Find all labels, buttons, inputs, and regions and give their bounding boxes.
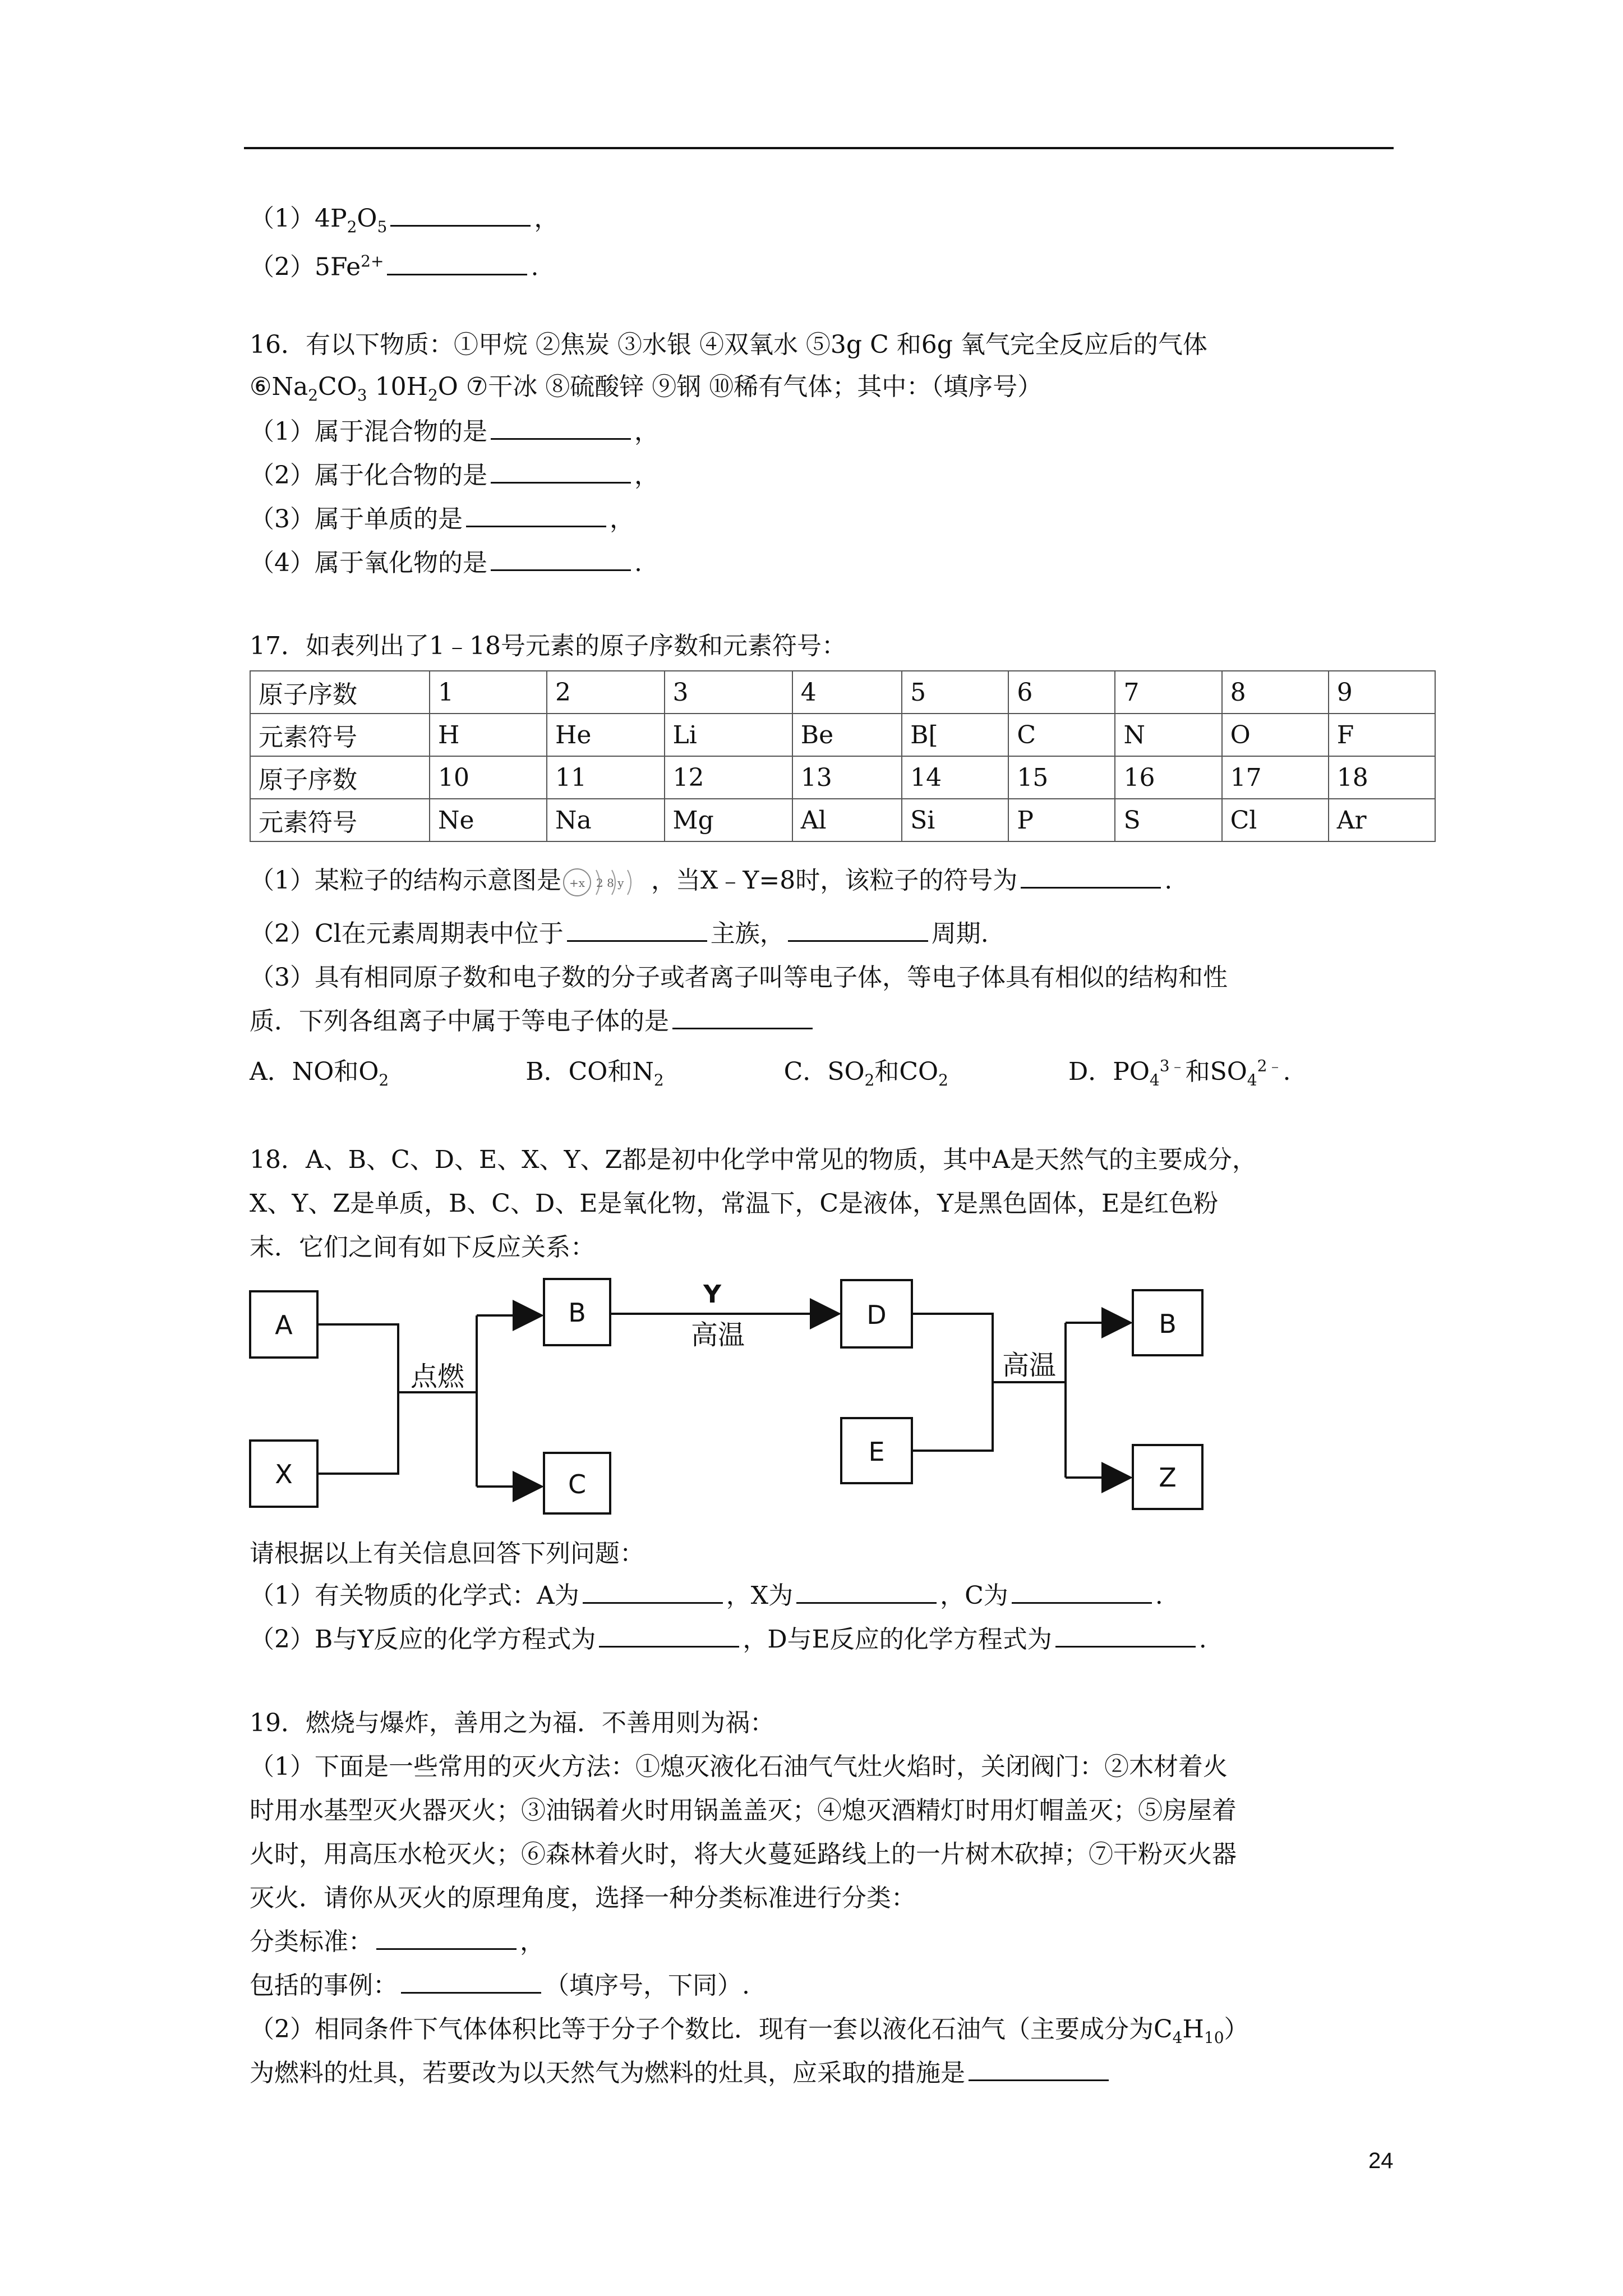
answer-blank[interactable] <box>491 547 631 571</box>
q19-line-3: 时用水基型灭火器灭火；③油锅着火时用锅盖盖灭；④熄灭酒精灯时用灯帽盖灭；⑤房屋着 <box>250 1796 1237 1825</box>
q16-part-1: （1）属于混合物的是 ， <box>250 415 659 449</box>
q17-title: 17．如表列出了1﹣18号元素的原子序数和元素符号： <box>250 632 846 660</box>
q19-line-5: 灭火．请你从灭火的原理角度，选择一种分类标准进行分类： <box>250 1884 916 1912</box>
table-cell: C <box>1008 714 1115 756</box>
label-Z: Z <box>1159 1462 1177 1493</box>
table-row-header: 原子序数 <box>250 671 430 714</box>
table-cell: Al <box>792 799 902 841</box>
answer-blank[interactable] <box>401 1970 541 1994</box>
table-row-header: 原子序数 <box>250 756 430 799</box>
table-cell: Be <box>792 714 902 756</box>
answer-blank[interactable] <box>390 203 531 227</box>
label-C: C <box>568 1469 587 1499</box>
table-cell: Cl <box>1222 799 1329 841</box>
q16-title: 16．有以下物质：①甲烷 ②焦炭 ③水银 ④双氧水 ⑤3g C 和6g 氧气完全反应后的气体 <box>250 330 1207 359</box>
answer-blank[interactable] <box>1021 864 1161 889</box>
table-row-header: 元素符号 <box>250 799 430 841</box>
answer-blank[interactable] <box>583 1580 723 1604</box>
table-cell: 11 <box>547 756 664 799</box>
reaction-flow-diagram <box>247 1273 1234 1515</box>
table-cell: He <box>547 714 664 756</box>
q17-part-1: （1）某粒子的结构示意图是 +x 2 8 y ，当X﹣Y=8时，该粒子的符号为 . <box>250 864 1172 899</box>
answer-blank[interactable] <box>387 251 527 275</box>
table-cell: 12 <box>665 756 792 799</box>
label-X: X <box>275 1459 293 1489</box>
q19-line-2: （1）下面是一些常用的灭火方法：①熄灭液化石油气气灶火焰时，关闭阀门：②木材着火 <box>250 1752 1228 1781</box>
q16-part-4: （4）属于氧化物的是 . <box>250 546 642 580</box>
answer-blank[interactable] <box>466 503 606 527</box>
table-cell: Ar <box>1329 799 1435 841</box>
label-D: D <box>866 1300 887 1330</box>
q18-ask: 请根据以上有关信息回答下列问题： <box>250 1539 644 1568</box>
q17-part-2: （2）Cl在元素周期表中位于 主族， 周期. <box>250 917 989 951</box>
answer-blank[interactable] <box>491 459 631 484</box>
q15-item-2: $(2)5Fe^{2+}$ . <box>250 252 539 282</box>
table-cell: 7 <box>1115 671 1221 714</box>
q16-substances-line2: $⑥Na_2CO_3$ $10H_2O$ ⑦干冰 ⑧硫酸锌 ⑨钢 ⑩稀有气体；其中：（填序号） <box>250 372 1043 404</box>
option-d[interactable]: D．$PO_4^{3﹣}$和$SO_4^{2﹣}$. <box>1068 1056 1291 1089</box>
table-cell: 4 <box>792 671 902 714</box>
table-cell: N <box>1115 714 1221 756</box>
header-rule <box>244 147 1394 149</box>
q19-part-2-line2: 为燃料的灶具，若要改为以天然气为燃料的灶具，应采取的措施是 <box>250 2056 1112 2090</box>
q17-part-3-line1: （3）具有相同原子数和电子数的分子或者离子叫等电子体，等电子体具有相似的结构和性 <box>250 963 1228 992</box>
label-B: B <box>568 1297 586 1328</box>
table-cell: 8 <box>1222 671 1329 714</box>
table-cell: 16 <box>1115 756 1221 799</box>
answer-blank[interactable] <box>599 1623 739 1648</box>
q16-part-2: （2）属于化合物的是 ， <box>250 459 659 493</box>
option-c[interactable]: C．$SO_2$和$CO_2$ <box>783 1057 948 1089</box>
table-cell: P <box>1008 799 1115 841</box>
table-cell: F <box>1329 714 1435 756</box>
option-b[interactable]: B．CO和$N_2$ <box>525 1057 664 1089</box>
q18-line-1: 18．A、B、C、D、E、X、Y、Z都是初中化学中常见的物质，其中A是天然气的主要成分， <box>250 1145 1257 1174</box>
table-row <box>250 714 1435 756</box>
table-cell: Li <box>665 714 792 756</box>
q16-part-3: （3）属于单质的是 ， <box>250 503 634 536</box>
table-cell: 17 <box>1222 756 1329 799</box>
table-row <box>250 671 1435 714</box>
table-cell: Ne <box>430 799 547 841</box>
q19-title: 19．燃烧与爆炸，善用之为福．不善用则为祸： <box>250 1709 774 1737</box>
answer-blank[interactable] <box>1012 1580 1152 1604</box>
answer-blank[interactable] <box>796 1580 937 1604</box>
label-B-product: B <box>1159 1309 1177 1339</box>
label-E: E <box>868 1437 885 1467</box>
atom-structure-diagram <box>561 866 651 899</box>
table-cell: 9 <box>1329 671 1435 714</box>
table-cell: 15 <box>1008 756 1115 799</box>
table-cell: B[ <box>902 714 1008 756</box>
table-cell: 2 <box>547 671 664 714</box>
table-cell: 3 <box>665 671 792 714</box>
answer-blank[interactable] <box>1055 1623 1196 1648</box>
q17-part-3-line2: 质．下列各组离子中属于等电子体的是 <box>250 1005 816 1038</box>
table-row <box>250 799 1435 841</box>
table-cell: 18 <box>1329 756 1435 799</box>
table-cell: S <box>1115 799 1221 841</box>
table-cell: Na <box>547 799 664 841</box>
table-cell: 14 <box>902 756 1008 799</box>
page-number: 24 <box>1368 2148 1394 2173</box>
q15-item-1: $(1)4P_2O_5$ ， <box>250 202 559 244</box>
label-high-temp-1: 高温 <box>690 1319 745 1351</box>
table-cell: Mg <box>665 799 792 841</box>
answer-blank[interactable] <box>672 1005 813 1029</box>
q19-examples: 包括的事例： （填序号，下同）. <box>250 1969 750 2003</box>
q19-classification: 分类标准： ， <box>250 1925 545 1959</box>
label-Y: Y <box>703 1280 721 1309</box>
table-cell: 1 <box>430 671 547 714</box>
answer-blank[interactable] <box>567 918 707 942</box>
table-cell: O <box>1222 714 1329 756</box>
q18-part-1: （1）有关物质的化学式：A为 ，X为 ，C为 . <box>250 1579 1163 1613</box>
table-row-header: 元素符号 <box>250 714 430 756</box>
table-cell: 10 <box>430 756 547 799</box>
q19-part-2-line1: （2）相同条件下气体体积比等于分子个数比．现有一套以液化石油气（主要成分为$C_4H_{10}$） <box>250 2015 1249 2047</box>
q18-line-2: X、Y、Z是单质，B、C、D、E是氧化物，常温下，C是液体，Y是黑色固体，E是红色粉 <box>250 1189 1219 1218</box>
table-cell: 13 <box>792 756 902 799</box>
svg-text:+x: +x <box>569 876 585 890</box>
answer-blank[interactable] <box>491 416 631 440</box>
q17-options <box>250 1049 1290 1097</box>
answer-blank[interactable] <box>969 2057 1109 2081</box>
q18-line-3: 末．它们之间有如下反应关系： <box>250 1233 595 1262</box>
option-a[interactable]: A．NO和$O_2$ <box>250 1057 389 1089</box>
label-A: A <box>275 1310 293 1340</box>
element-table <box>250 670 1436 842</box>
q19-line-4: 火时，用高压水枪灭火；⑥森林着火时，将大火蔓延路线上的一片树木砍掉；⑦干粉灭火器 <box>250 1840 1237 1869</box>
svg-text:2 8 y: 2 8 y <box>596 876 624 890</box>
table-cell: 5 <box>902 671 1008 714</box>
table-cell: 6 <box>1008 671 1115 714</box>
answer-blank[interactable] <box>788 918 928 942</box>
label-ignite: 点燃 <box>410 1361 465 1392</box>
label-high-temp-2: 高温 <box>1002 1350 1057 1381</box>
table-cell: Si <box>902 799 1008 841</box>
table-cell: H <box>430 714 547 756</box>
table-row <box>250 756 1435 799</box>
answer-blank[interactable] <box>376 1926 517 1950</box>
q18-part-2: （2）B与Y反应的化学方程式为 ，D与E反应的化学方程式为 . <box>250 1623 1207 1657</box>
